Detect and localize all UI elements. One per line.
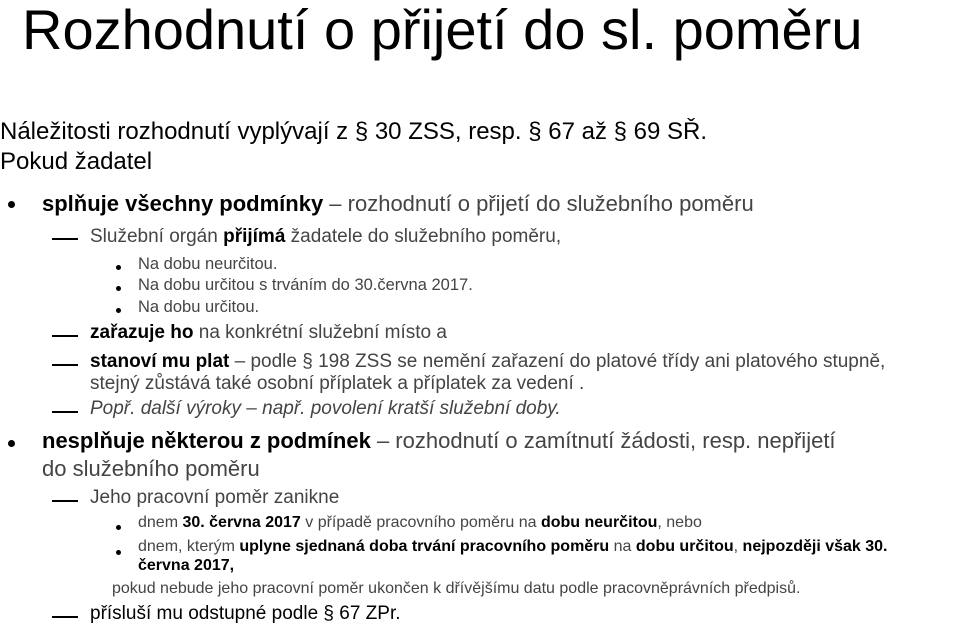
term-indefinite: Na dobu neurčitou. (138, 255, 278, 273)
assigns-rest: na konkrétní služební místo a (193, 322, 447, 343)
end-indefinite (138, 514, 702, 532)
intro-text: Náležitosti rozhodnutí vyplývají z § 30 ZSS, resp. § 67 až § 69 SŘ. (0, 118, 708, 145)
term-until-june: Na dobu určitou s trváním do 30.června 2017. (138, 276, 473, 294)
assigns-item (90, 322, 447, 344)
end-definite-a: dnem, kterým (138, 538, 240, 555)
other-statements-text: Popř. další výroky – např. povolení kratší služební doby. (90, 398, 561, 419)
condition-not-met-bold: nesplňuje některou z podmínek (42, 428, 371, 453)
slide-title: Rozhodnutí o přijetí do sl. poměru (22, 0, 863, 61)
bullet-icon (116, 308, 121, 313)
accepts-item (90, 226, 561, 248)
end-indefinite-d: , nebo (657, 514, 702, 531)
salary-rest: – podle § 198 ZSS se nemění zařazení do platové třídy ani platového stupně, (229, 351, 886, 372)
accepts-bold: přijímá (223, 226, 286, 247)
section-heading: Pokud žadatel (0, 148, 153, 175)
salary-item (90, 351, 885, 373)
bullet-icon (8, 201, 15, 208)
end-definite-bold3: nejpozději však 30. (742, 538, 888, 555)
dash-icon (52, 335, 78, 337)
end-definite-line2-bold: června 2017 (138, 557, 230, 574)
end-indefinite-date: 30. června 2017 (182, 514, 301, 531)
employment-ends: Jeho pracovní poměr zanikne (90, 487, 340, 508)
condition-not-met-item (42, 428, 836, 454)
dash-icon (52, 616, 78, 618)
end-condition: pokud nebude jeho pracovní poměr ukončen k dřívějšímu datu podle pracovněprávních předpisů. (112, 580, 801, 597)
end-definite-d: , (733, 538, 743, 555)
end-indefinite-c: v případě pracovního poměru na (300, 514, 541, 531)
condition-not-met-line2: do služebního poměru (42, 456, 260, 481)
condition-met-item (42, 191, 754, 217)
salary-bold: stanoví mu plat (90, 351, 230, 372)
assigns-bold: zařazuje ho (90, 322, 194, 343)
bullet-icon (8, 440, 15, 447)
bullet-icon (116, 525, 121, 530)
end-definite-bold1: uplyne sjednaná doba trvání pracovního poměru (239, 538, 610, 555)
bullet-icon (116, 550, 121, 555)
bullet-icon (116, 286, 121, 291)
condition-not-met-rest: – rozhodnutí o zamítnutí žádosti, resp. nepřijetí (370, 428, 836, 453)
other-statements-item (90, 398, 561, 420)
condition-met-bold: splňuje všechny podmínky (42, 191, 324, 216)
end-indefinite-a: dnem (138, 514, 183, 531)
term-definite: Na dobu určitou. (138, 298, 260, 316)
accepts-text-b: žadatele do služebního poměru, (285, 226, 562, 247)
dash-icon (52, 500, 78, 502)
bullet-icon (116, 265, 121, 270)
end-definite-bold2: dobu určitou (635, 538, 734, 555)
salary-line2: stejný zůstává také osobní příplatek a příplatek za vedení . (90, 373, 585, 394)
end-definite-line2 (138, 557, 234, 575)
severance-item: přísluší mu odstupné podle § 67 ZPr. (90, 603, 401, 624)
dash-icon (52, 411, 78, 413)
condition-met-rest: – rozhodnutí o přijetí do služebního poměru (323, 191, 754, 216)
end-indefinite-term: dobu neurčitou (540, 514, 658, 531)
dash-icon (52, 238, 78, 240)
end-definite-c: na (609, 538, 636, 555)
end-definite (138, 538, 888, 556)
dash-icon (52, 364, 78, 366)
end-definite-line2-end: , (229, 557, 235, 574)
accepts-text-a: Služební orgán (90, 226, 224, 247)
